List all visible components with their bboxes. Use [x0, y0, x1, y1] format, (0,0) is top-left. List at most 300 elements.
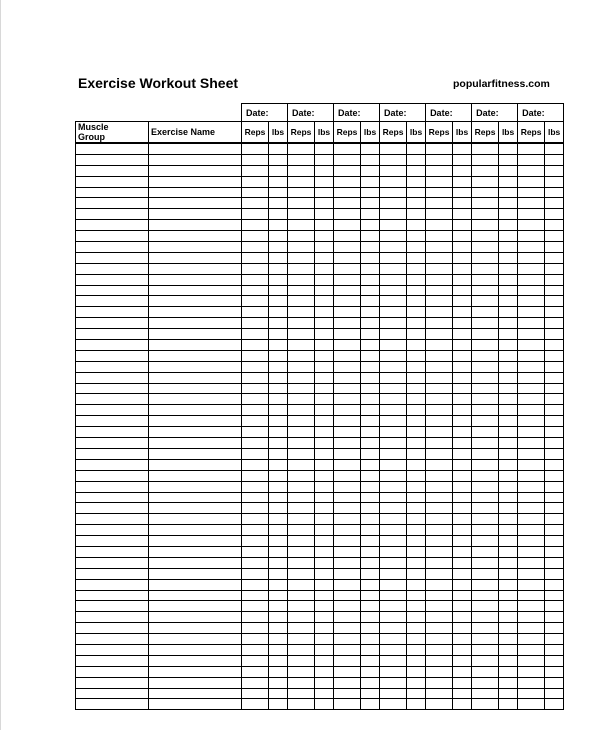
lbs-cell[interactable]	[269, 209, 288, 220]
reps-cell[interactable]	[334, 699, 361, 710]
lbs-cell[interactable]	[545, 416, 564, 427]
exercise-name-cell[interactable]	[149, 644, 242, 655]
reps-cell[interactable]	[288, 416, 315, 427]
reps-cell[interactable]	[288, 470, 315, 481]
exercise-name-cell[interactable]	[149, 459, 242, 470]
lbs-cell[interactable]	[315, 634, 334, 645]
reps-cell[interactable]	[426, 154, 453, 165]
exercise-name-cell[interactable]	[149, 536, 242, 547]
muscle-group-cell[interactable]	[76, 546, 149, 557]
reps-cell[interactable]	[426, 525, 453, 536]
lbs-cell[interactable]	[269, 231, 288, 242]
reps-cell[interactable]	[242, 231, 269, 242]
muscle-group-cell[interactable]	[76, 394, 149, 405]
reps-cell[interactable]	[380, 601, 407, 612]
lbs-cell[interactable]	[407, 361, 426, 372]
lbs-cell[interactable]	[407, 644, 426, 655]
lbs-cell[interactable]	[499, 372, 518, 383]
reps-cell[interactable]	[242, 350, 269, 361]
lbs-cell[interactable]	[499, 438, 518, 449]
reps-cell[interactable]	[380, 187, 407, 198]
exercise-name-cell[interactable]	[149, 525, 242, 536]
lbs-cell[interactable]	[499, 459, 518, 470]
reps-cell[interactable]	[242, 655, 269, 666]
reps-cell[interactable]	[518, 438, 545, 449]
lbs-cell[interactable]	[269, 590, 288, 601]
lbs-cell[interactable]	[269, 427, 288, 438]
reps-cell[interactable]	[334, 416, 361, 427]
reps-cell[interactable]	[472, 405, 499, 416]
reps-cell[interactable]	[242, 263, 269, 274]
lbs-cell[interactable]	[499, 252, 518, 263]
exercise-name-cell[interactable]	[149, 655, 242, 666]
reps-cell[interactable]	[426, 274, 453, 285]
reps-cell[interactable]	[334, 459, 361, 470]
reps-cell[interactable]	[334, 677, 361, 688]
lbs-cell[interactable]	[407, 536, 426, 547]
exercise-name-cell[interactable]	[149, 470, 242, 481]
lbs-cell[interactable]	[453, 383, 472, 394]
reps-cell[interactable]	[518, 296, 545, 307]
lbs-cell[interactable]	[453, 503, 472, 514]
reps-cell[interactable]	[288, 209, 315, 220]
lbs-cell[interactable]	[269, 416, 288, 427]
lbs-cell[interactable]	[269, 459, 288, 470]
exercise-name-cell[interactable]	[149, 514, 242, 525]
lbs-cell[interactable]	[315, 143, 334, 154]
lbs-cell[interactable]	[407, 198, 426, 209]
muscle-group-cell[interactable]	[76, 579, 149, 590]
lbs-cell[interactable]	[545, 634, 564, 645]
reps-cell[interactable]	[288, 655, 315, 666]
muscle-group-cell[interactable]	[76, 688, 149, 699]
reps-cell[interactable]	[472, 459, 499, 470]
lbs-cell[interactable]	[269, 143, 288, 154]
reps-cell[interactable]	[426, 546, 453, 557]
lbs-cell[interactable]	[545, 536, 564, 547]
exercise-name-cell[interactable]	[149, 405, 242, 416]
lbs-cell[interactable]	[499, 307, 518, 318]
lbs-cell[interactable]	[499, 350, 518, 361]
reps-cell[interactable]	[334, 231, 361, 242]
lbs-cell[interactable]	[407, 405, 426, 416]
reps-cell[interactable]	[242, 536, 269, 547]
lbs-cell[interactable]	[361, 699, 380, 710]
reps-cell[interactable]	[242, 187, 269, 198]
reps-cell[interactable]	[380, 318, 407, 329]
reps-cell[interactable]	[380, 623, 407, 634]
reps-cell[interactable]	[334, 340, 361, 351]
lbs-cell[interactable]	[407, 394, 426, 405]
reps-cell[interactable]	[334, 383, 361, 394]
reps-cell[interactable]	[472, 525, 499, 536]
lbs-cell[interactable]	[545, 187, 564, 198]
lbs-cell[interactable]	[269, 285, 288, 296]
lbs-cell[interactable]	[407, 470, 426, 481]
lbs-cell[interactable]	[361, 438, 380, 449]
muscle-group-cell[interactable]	[76, 557, 149, 568]
lbs-cell[interactable]	[545, 220, 564, 231]
lbs-cell[interactable]	[361, 481, 380, 492]
reps-cell[interactable]	[518, 176, 545, 187]
reps-cell[interactable]	[334, 568, 361, 579]
reps-cell[interactable]	[518, 165, 545, 176]
exercise-name-cell[interactable]	[149, 252, 242, 263]
reps-cell[interactable]	[288, 350, 315, 361]
reps-cell[interactable]	[518, 187, 545, 198]
lbs-cell[interactable]	[453, 340, 472, 351]
reps-cell[interactable]	[288, 361, 315, 372]
reps-cell[interactable]	[518, 644, 545, 655]
lbs-cell[interactable]	[453, 590, 472, 601]
lbs-cell[interactable]	[269, 252, 288, 263]
lbs-cell[interactable]	[315, 438, 334, 449]
muscle-group-cell[interactable]	[76, 176, 149, 187]
muscle-group-cell[interactable]	[76, 525, 149, 536]
reps-cell[interactable]	[334, 154, 361, 165]
lbs-cell[interactable]	[545, 514, 564, 525]
reps-cell[interactable]	[288, 481, 315, 492]
reps-cell[interactable]	[288, 394, 315, 405]
reps-cell[interactable]	[334, 372, 361, 383]
exercise-name-cell[interactable]	[149, 601, 242, 612]
lbs-cell[interactable]	[361, 688, 380, 699]
reps-cell[interactable]	[242, 634, 269, 645]
reps-cell[interactable]	[334, 209, 361, 220]
lbs-cell[interactable]	[453, 470, 472, 481]
reps-cell[interactable]	[288, 427, 315, 438]
muscle-group-cell[interactable]	[76, 568, 149, 579]
lbs-cell[interactable]	[545, 546, 564, 557]
reps-cell[interactable]	[518, 666, 545, 677]
lbs-cell[interactable]	[315, 318, 334, 329]
reps-cell[interactable]	[518, 536, 545, 547]
lbs-cell[interactable]	[407, 655, 426, 666]
reps-cell[interactable]	[288, 590, 315, 601]
lbs-cell[interactable]	[453, 318, 472, 329]
reps-cell[interactable]	[472, 536, 499, 547]
reps-cell[interactable]	[334, 634, 361, 645]
reps-cell[interactable]	[518, 601, 545, 612]
lbs-cell[interactable]	[361, 644, 380, 655]
reps-cell[interactable]	[334, 350, 361, 361]
lbs-cell[interactable]	[545, 438, 564, 449]
lbs-cell[interactable]	[315, 514, 334, 525]
lbs-cell[interactable]	[545, 525, 564, 536]
exercise-name-cell[interactable]	[149, 394, 242, 405]
reps-cell[interactable]	[472, 383, 499, 394]
lbs-cell[interactable]	[269, 688, 288, 699]
reps-cell[interactable]	[242, 557, 269, 568]
lbs-cell[interactable]	[361, 231, 380, 242]
lbs-cell[interactable]	[361, 623, 380, 634]
lbs-cell[interactable]	[545, 666, 564, 677]
lbs-cell[interactable]	[407, 383, 426, 394]
reps-cell[interactable]	[334, 285, 361, 296]
lbs-cell[interactable]	[361, 405, 380, 416]
lbs-cell[interactable]	[407, 525, 426, 536]
reps-cell[interactable]	[518, 405, 545, 416]
reps-cell[interactable]	[288, 231, 315, 242]
lbs-cell[interactable]	[499, 394, 518, 405]
reps-cell[interactable]	[518, 350, 545, 361]
reps-cell[interactable]	[242, 427, 269, 438]
exercise-name-cell[interactable]	[149, 274, 242, 285]
lbs-cell[interactable]	[453, 350, 472, 361]
lbs-cell[interactable]	[361, 503, 380, 514]
lbs-cell[interactable]	[315, 568, 334, 579]
lbs-cell[interactable]	[361, 242, 380, 253]
reps-cell[interactable]	[380, 688, 407, 699]
lbs-cell[interactable]	[545, 372, 564, 383]
reps-cell[interactable]	[518, 285, 545, 296]
reps-cell[interactable]	[472, 176, 499, 187]
muscle-group-cell[interactable]	[76, 699, 149, 710]
reps-cell[interactable]	[380, 263, 407, 274]
lbs-cell[interactable]	[545, 644, 564, 655]
reps-cell[interactable]	[334, 198, 361, 209]
muscle-group-cell[interactable]	[76, 372, 149, 383]
exercise-name-cell[interactable]	[149, 242, 242, 253]
muscle-group-cell[interactable]	[76, 231, 149, 242]
exercise-name-cell[interactable]	[149, 318, 242, 329]
muscle-group-cell[interactable]	[76, 165, 149, 176]
reps-cell[interactable]	[334, 220, 361, 231]
reps-cell[interactable]	[380, 372, 407, 383]
lbs-cell[interactable]	[499, 242, 518, 253]
exercise-name-cell[interactable]	[149, 329, 242, 340]
lbs-cell[interactable]	[453, 514, 472, 525]
reps-cell[interactable]	[426, 372, 453, 383]
reps-cell[interactable]	[472, 612, 499, 623]
reps-cell[interactable]	[472, 274, 499, 285]
reps-cell[interactable]	[288, 514, 315, 525]
reps-cell[interactable]	[334, 176, 361, 187]
reps-cell[interactable]	[242, 285, 269, 296]
reps-cell[interactable]	[334, 394, 361, 405]
lbs-cell[interactable]	[407, 176, 426, 187]
reps-cell[interactable]	[242, 470, 269, 481]
lbs-cell[interactable]	[315, 655, 334, 666]
muscle-group-cell[interactable]	[76, 590, 149, 601]
lbs-cell[interactable]	[545, 252, 564, 263]
lbs-cell[interactable]	[407, 252, 426, 263]
reps-cell[interactable]	[426, 350, 453, 361]
lbs-cell[interactable]	[269, 263, 288, 274]
reps-cell[interactable]	[518, 231, 545, 242]
lbs-cell[interactable]	[407, 307, 426, 318]
reps-cell[interactable]	[380, 590, 407, 601]
lbs-cell[interactable]	[269, 644, 288, 655]
reps-cell[interactable]	[472, 666, 499, 677]
reps-cell[interactable]	[242, 405, 269, 416]
reps-cell[interactable]	[472, 143, 499, 154]
lbs-cell[interactable]	[361, 165, 380, 176]
lbs-cell[interactable]	[499, 274, 518, 285]
lbs-cell[interactable]	[453, 655, 472, 666]
reps-cell[interactable]	[518, 263, 545, 274]
lbs-cell[interactable]	[361, 470, 380, 481]
reps-cell[interactable]	[426, 699, 453, 710]
lbs-cell[interactable]	[453, 263, 472, 274]
reps-cell[interactable]	[518, 546, 545, 557]
exercise-name-cell[interactable]	[149, 481, 242, 492]
lbs-cell[interactable]	[499, 383, 518, 394]
lbs-cell[interactable]	[407, 699, 426, 710]
lbs-cell[interactable]	[269, 536, 288, 547]
lbs-cell[interactable]	[269, 699, 288, 710]
lbs-cell[interactable]	[407, 557, 426, 568]
reps-cell[interactable]	[288, 252, 315, 263]
lbs-cell[interactable]	[269, 481, 288, 492]
lbs-cell[interactable]	[499, 677, 518, 688]
lbs-cell[interactable]	[269, 383, 288, 394]
lbs-cell[interactable]	[361, 285, 380, 296]
lbs-cell[interactable]	[315, 644, 334, 655]
muscle-group-cell[interactable]	[76, 481, 149, 492]
muscle-group-cell[interactable]	[76, 677, 149, 688]
lbs-cell[interactable]	[545, 448, 564, 459]
lbs-cell[interactable]	[407, 438, 426, 449]
exercise-name-cell[interactable]	[149, 612, 242, 623]
lbs-cell[interactable]	[361, 394, 380, 405]
muscle-group-cell[interactable]	[76, 307, 149, 318]
lbs-cell[interactable]	[499, 176, 518, 187]
exercise-name-cell[interactable]	[149, 634, 242, 645]
exercise-name-cell[interactable]	[149, 209, 242, 220]
reps-cell[interactable]	[380, 503, 407, 514]
exercise-name-cell[interactable]	[149, 372, 242, 383]
exercise-name-cell[interactable]	[149, 546, 242, 557]
lbs-cell[interactable]	[407, 677, 426, 688]
reps-cell[interactable]	[334, 187, 361, 198]
reps-cell[interactable]	[242, 296, 269, 307]
reps-cell[interactable]	[334, 525, 361, 536]
reps-cell[interactable]	[472, 307, 499, 318]
lbs-cell[interactable]	[499, 318, 518, 329]
lbs-cell[interactable]	[453, 699, 472, 710]
reps-cell[interactable]	[242, 525, 269, 536]
reps-cell[interactable]	[426, 394, 453, 405]
reps-cell[interactable]	[426, 176, 453, 187]
lbs-cell[interactable]	[315, 307, 334, 318]
lbs-cell[interactable]	[545, 231, 564, 242]
lbs-cell[interactable]	[315, 405, 334, 416]
reps-cell[interactable]	[472, 427, 499, 438]
exercise-name-cell[interactable]	[149, 340, 242, 351]
reps-cell[interactable]	[334, 579, 361, 590]
lbs-cell[interactable]	[453, 579, 472, 590]
reps-cell[interactable]	[380, 416, 407, 427]
exercise-name-cell[interactable]	[149, 165, 242, 176]
reps-cell[interactable]	[288, 448, 315, 459]
lbs-cell[interactable]	[453, 198, 472, 209]
reps-cell[interactable]	[518, 383, 545, 394]
reps-cell[interactable]	[426, 481, 453, 492]
lbs-cell[interactable]	[453, 176, 472, 187]
reps-cell[interactable]	[242, 688, 269, 699]
reps-cell[interactable]	[472, 514, 499, 525]
reps-cell[interactable]	[334, 655, 361, 666]
exercise-name-cell[interactable]	[149, 198, 242, 209]
reps-cell[interactable]	[472, 448, 499, 459]
reps-cell[interactable]	[288, 165, 315, 176]
lbs-cell[interactable]	[407, 666, 426, 677]
lbs-cell[interactable]	[315, 601, 334, 612]
lbs-cell[interactable]	[453, 252, 472, 263]
lbs-cell[interactable]	[407, 143, 426, 154]
reps-cell[interactable]	[426, 590, 453, 601]
lbs-cell[interactable]	[269, 361, 288, 372]
lbs-cell[interactable]	[269, 307, 288, 318]
reps-cell[interactable]	[334, 307, 361, 318]
lbs-cell[interactable]	[453, 154, 472, 165]
reps-cell[interactable]	[472, 340, 499, 351]
reps-cell[interactable]	[472, 601, 499, 612]
lbs-cell[interactable]	[315, 623, 334, 634]
lbs-cell[interactable]	[453, 601, 472, 612]
lbs-cell[interactable]	[361, 525, 380, 536]
lbs-cell[interactable]	[545, 503, 564, 514]
lbs-cell[interactable]	[407, 579, 426, 590]
lbs-cell[interactable]	[453, 296, 472, 307]
lbs-cell[interactable]	[315, 427, 334, 438]
exercise-name-cell[interactable]	[149, 361, 242, 372]
reps-cell[interactable]	[242, 623, 269, 634]
reps-cell[interactable]	[242, 274, 269, 285]
lbs-cell[interactable]	[453, 285, 472, 296]
reps-cell[interactable]	[334, 536, 361, 547]
lbs-cell[interactable]	[407, 514, 426, 525]
lbs-cell[interactable]	[453, 405, 472, 416]
reps-cell[interactable]	[426, 329, 453, 340]
exercise-name-cell[interactable]	[149, 187, 242, 198]
reps-cell[interactable]	[380, 394, 407, 405]
lbs-cell[interactable]	[499, 427, 518, 438]
lbs-cell[interactable]	[453, 568, 472, 579]
lbs-cell[interactable]	[315, 503, 334, 514]
reps-cell[interactable]	[380, 666, 407, 677]
reps-cell[interactable]	[334, 318, 361, 329]
exercise-name-cell[interactable]	[149, 383, 242, 394]
lbs-cell[interactable]	[315, 492, 334, 503]
reps-cell[interactable]	[380, 220, 407, 231]
reps-cell[interactable]	[472, 699, 499, 710]
exercise-name-cell[interactable]	[149, 699, 242, 710]
reps-cell[interactable]	[426, 307, 453, 318]
lbs-cell[interactable]	[499, 492, 518, 503]
lbs-cell[interactable]	[407, 568, 426, 579]
lbs-cell[interactable]	[315, 285, 334, 296]
reps-cell[interactable]	[380, 634, 407, 645]
lbs-cell[interactable]	[545, 198, 564, 209]
lbs-cell[interactable]	[407, 481, 426, 492]
muscle-group-cell[interactable]	[76, 623, 149, 634]
reps-cell[interactable]	[472, 623, 499, 634]
lbs-cell[interactable]	[407, 263, 426, 274]
reps-cell[interactable]	[288, 274, 315, 285]
reps-cell[interactable]	[472, 688, 499, 699]
reps-cell[interactable]	[334, 644, 361, 655]
reps-cell[interactable]	[426, 263, 453, 274]
lbs-cell[interactable]	[361, 296, 380, 307]
lbs-cell[interactable]	[269, 176, 288, 187]
reps-cell[interactable]	[472, 590, 499, 601]
reps-cell[interactable]	[518, 394, 545, 405]
reps-cell[interactable]	[426, 688, 453, 699]
reps-cell[interactable]	[334, 612, 361, 623]
reps-cell[interactable]	[242, 394, 269, 405]
